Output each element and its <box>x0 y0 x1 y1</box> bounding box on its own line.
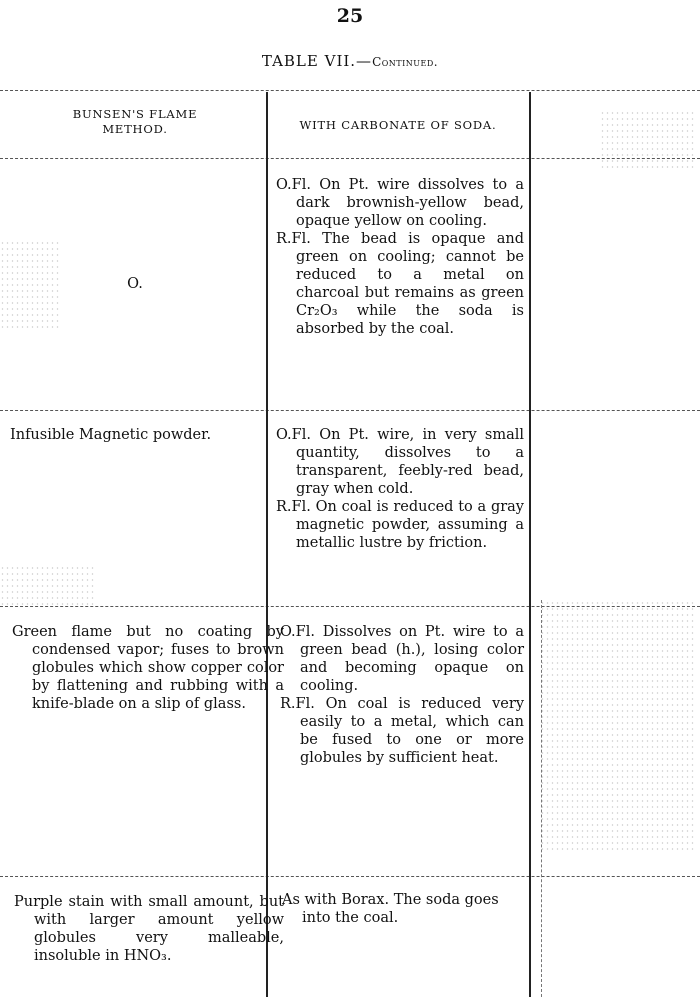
ofl-text: On Pt. wire, in very small quantity, dissolves to a transparent, feebly-red bead, gray when cold. <box>296 427 524 497</box>
row-4-bunsen: Purple stain with small amount, but with larger amount yellow globules very malleable, insoluble in HNO₃. <box>14 894 284 964</box>
ofl-tag: O.Fl. <box>276 177 311 193</box>
paper-noise-left-2 <box>0 565 95 605</box>
column-divider-3 <box>541 600 542 997</box>
paper-noise-right-2 <box>600 110 695 170</box>
bunsen-header-line1: BUNSEN'S FLAME <box>72 107 198 121</box>
header-bottom-rule <box>0 158 700 159</box>
row-1-soda-ofl <box>276 176 524 230</box>
ofl-text: Dissolves on Pt. wire to a green bead (h.), losing color and becoming opaque on cooling. <box>300 624 525 694</box>
rfl-text: On coal is reduced to a gray magnetic powder, assuming a metallic lustre by friction. <box>296 499 524 551</box>
rfl-tag: R.Fl. <box>276 499 311 515</box>
row-1-soda <box>276 176 524 338</box>
rfl-tag: R.Fl. <box>280 696 315 712</box>
row-3-soda-rfl <box>280 695 524 767</box>
row-1-soda-rfl <box>276 230 524 338</box>
rfl-text: On coal is reduced very easily to a metal, which can be fused to one or more globules by sufficient heat. <box>300 696 525 766</box>
ofl-text: On Pt. wire dissolves to a dark brownish-yellow bead, opaque yellow on cooling. <box>296 177 524 229</box>
row-4-soda <box>282 891 524 927</box>
paper-noise-right <box>540 600 695 850</box>
row-3-soda <box>280 623 524 767</box>
bunsen-header-line2: METHOD. <box>102 122 168 136</box>
row-2-soda-ofl <box>276 426 524 498</box>
table-title <box>0 52 700 70</box>
ofl-tag: O.Fl. <box>280 624 315 640</box>
page-number: 25 <box>336 5 364 27</box>
row-1-bunsen: O. <box>127 276 143 292</box>
row-3-soda-ofl <box>280 623 524 695</box>
row-2-bunsen: Infusible Magnetic powder. <box>10 427 212 443</box>
row-3-bunsen: Green flame but no coating by condensed vapor; fuses to brown globules which show copper color by flattening and rubbing with a knife-blade on a slip of glass. <box>12 624 284 712</box>
rfl-tag: R.Fl. <box>276 231 311 247</box>
table-title-sub: Continued. <box>372 55 439 69</box>
row-4-soda-text: As with Borax. The soda goes into the coal. <box>282 892 499 926</box>
column-divider-1 <box>266 92 268 997</box>
row-divider-3 <box>0 876 700 877</box>
rfl-text: The bead is opaque and green on cooling; cannot be reduced to a metal on charcoal but remains as green Cr₂O₃ while the soda is absorbed by the coal. <box>296 231 524 337</box>
ofl-tag: O.Fl. <box>276 427 311 443</box>
soda-column-header: WITH CARBONATE OF SODA. <box>299 118 497 132</box>
bunsen-column-header <box>20 107 250 137</box>
row-divider-1 <box>0 410 700 411</box>
column-divider-2 <box>529 92 531 997</box>
row-divider-2 <box>0 606 700 607</box>
row-2-soda-rfl <box>276 498 524 552</box>
table-title-main: TABLE VII.— <box>261 52 373 70</box>
row-2-soda <box>276 426 524 552</box>
header-top-rule <box>0 90 700 91</box>
